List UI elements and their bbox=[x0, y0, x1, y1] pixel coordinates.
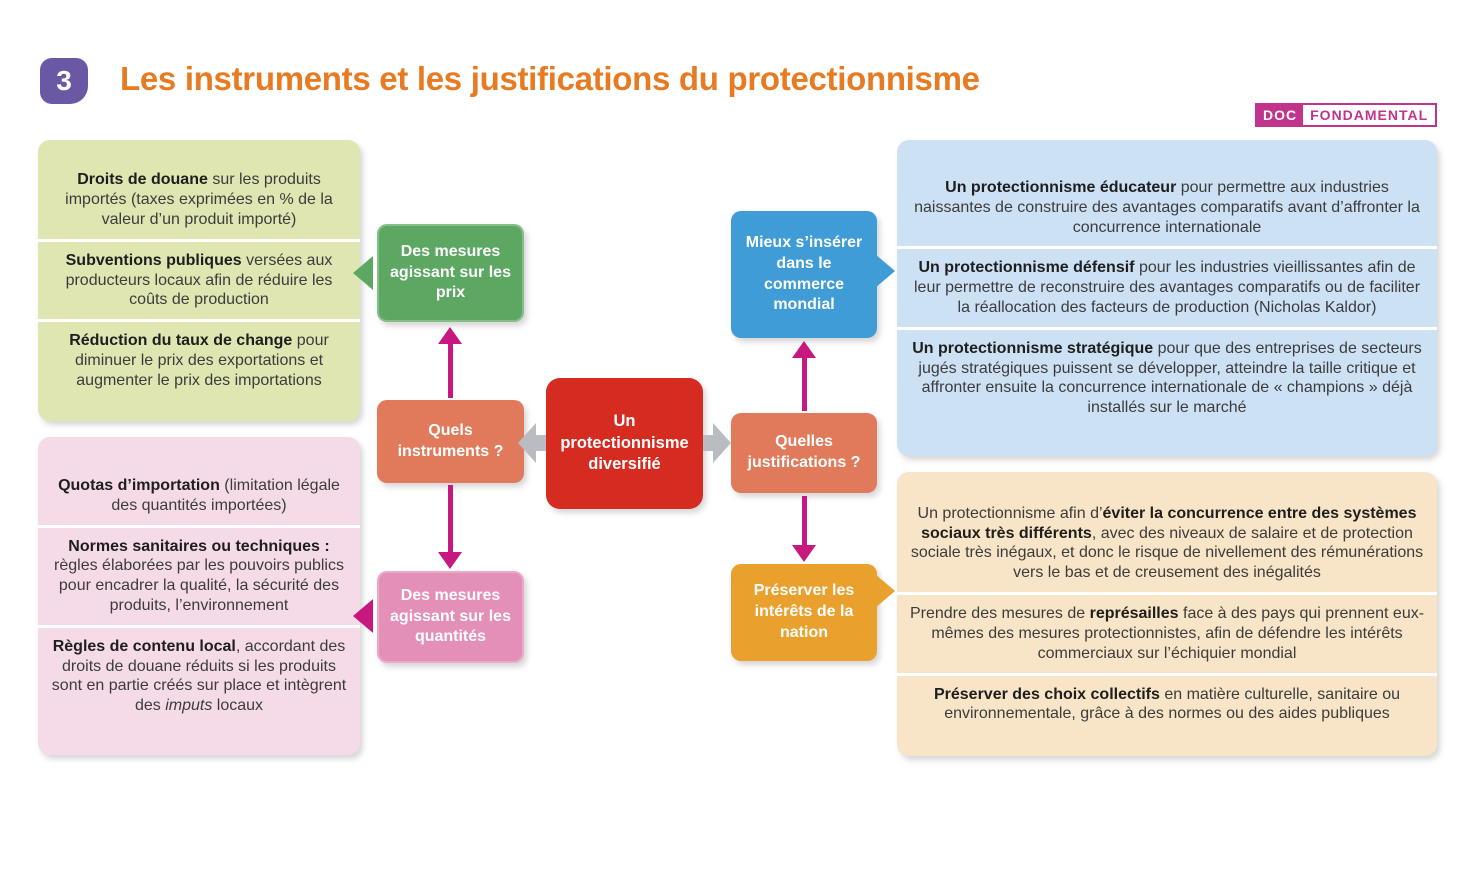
doc-badge-fondamental-label: FONDAMENTAL bbox=[1303, 105, 1435, 125]
page-title: Les instruments et les justifications du protectionnisme bbox=[120, 60, 980, 97]
panel-justifications-nation bbox=[897, 472, 1437, 756]
chevron-right-orange-icon bbox=[875, 574, 895, 608]
item-droits-de-douane: Droits de douane sur les produits importés (taxes exprimées en % de la valeur d’un produit importé) bbox=[65, 171, 333, 228]
panel-justifications-commerce bbox=[897, 140, 1437, 456]
item-subventions-publiques: Subventions publiques versées aux producteurs locaux afin de réduire les coûts de production bbox=[38, 239, 360, 319]
item-contenu-local: Règles de contenu local, accordant des droits de douane réduits si les produits sont en partie créés sur place et intègrent des imputs locaux bbox=[38, 625, 360, 725]
item-protectionnisme-educateur: Un protectionnisme éducateur pour permettre aux industries naissantes de construire des avantages comparatifs avant d’affronter la concurrence internationale bbox=[914, 178, 1420, 236]
doc-fondamental-badge bbox=[1255, 103, 1437, 127]
arrow-down-to-quantities-icon bbox=[438, 485, 462, 569]
panel-instruments-quantites bbox=[38, 437, 360, 755]
box-quels-instruments: Quels instruments ? bbox=[377, 400, 524, 483]
item-normes-sanitaires: Normes sanitaires ou techniques : règles élaborées par les pouvoirs publics pour encadrer la qualité, la sécurité des produits, l’environnement bbox=[38, 525, 360, 625]
item-represailles: Prendre des mesures de représailles face à des pays qui prennent eux-mêmes des mesures protectionnistes, afin de défendre les intérêts commerciaux sur l’échiquier mondial bbox=[897, 592, 1437, 672]
arrow-up-to-trade-icon bbox=[792, 341, 816, 411]
box-mieux-inserer-commerce: Mieux s’insérer dans le commerce mondial bbox=[731, 211, 877, 338]
section-number: 3 bbox=[56, 65, 72, 96]
chevron-left-green-icon bbox=[353, 256, 373, 290]
box-quelles-justifications: Quelles justifications ? bbox=[731, 413, 877, 493]
arrow-down-to-nation-icon bbox=[792, 496, 816, 562]
arrow-up-to-prices-icon bbox=[438, 327, 462, 398]
doc-badge-doc-label: DOC bbox=[1257, 105, 1303, 125]
box-preserver-interets-nation: Préserver les intérêts de la nation bbox=[731, 564, 877, 661]
box-mesures-quantites: Des mesures agissant sur les quantités bbox=[377, 571, 524, 663]
panel-instruments-prix bbox=[38, 140, 360, 421]
item-choix-collectifs: Préserver des choix collectifs en matière culturelle, sanitaire ou environnementale, grâce à des normes ou des aides publiques bbox=[897, 673, 1437, 734]
arrow-right-to-justifications-icon bbox=[703, 423, 731, 463]
item-taux-de-change: Réduction du taux de change pour diminuer le prix des exportations et augmenter le prix des importations bbox=[38, 319, 360, 399]
section-number-badge bbox=[40, 58, 88, 104]
chevron-left-magenta-icon bbox=[353, 599, 373, 633]
chevron-right-blue-icon bbox=[875, 254, 895, 288]
item-protectionnisme-strategique: Un protectionnisme stratégique pour que des entreprises de secteurs jugés stratégiques puissent se développer, atteindre la taille critique et affronter ensuite la concurrence internationale de « champions » déjà installés sur le marché bbox=[897, 327, 1437, 427]
item-protectionnisme-defensif: Un protectionnisme défensif pour les industries vieillissantes afin de leur permettre de reconstruire des avantages comparatifs ou de faciliter la réallocation des facteurs de production (Nicholas Kaldor) bbox=[897, 246, 1437, 326]
arrow-left-to-instruments-icon bbox=[518, 423, 546, 463]
item-concurrence-systemes-sociaux: Un protectionnisme afin d’éviter la concurrence entre des systèmes sociaux très différents, avec des niveaux de salaire et de protection sociale très inégaux, et donc le risque de nivellement des rémunérations vers le bas et de creusement des inégalités bbox=[910, 504, 1424, 582]
item-quotas-importation: Quotas d’importation (limitation légale des quantités importées) bbox=[58, 476, 340, 514]
box-mesures-prix: Des mesures agissant sur les prix bbox=[377, 224, 524, 322]
box-protectionnisme-diversifie: Un protectionnisme diversifié bbox=[546, 378, 703, 509]
